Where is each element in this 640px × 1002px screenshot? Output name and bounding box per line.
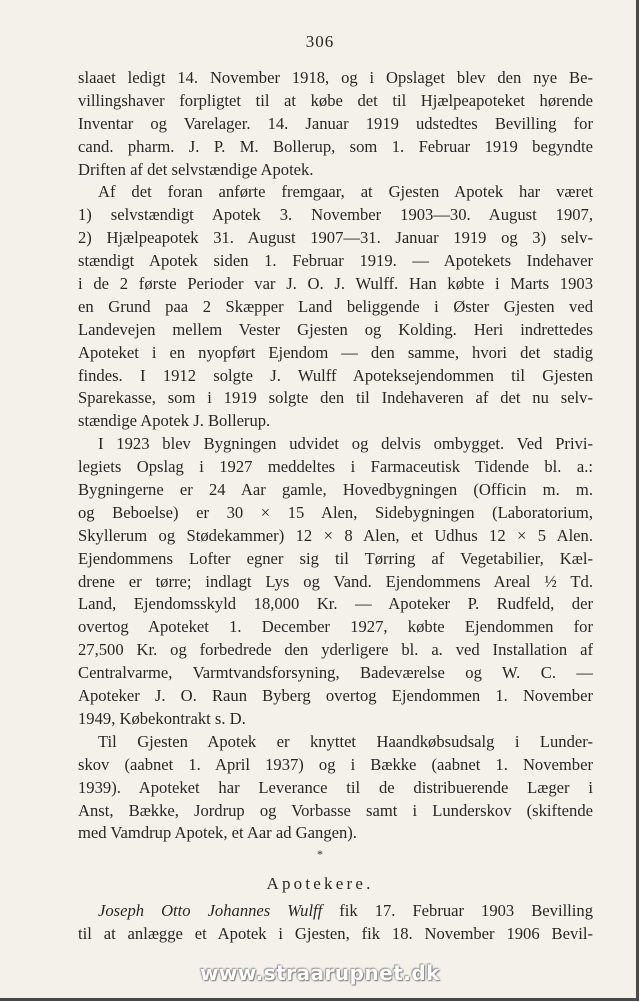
text-line: og Beboelse) er 30 × 15 Alen, Sidebygningen (Laboratorium, [78, 502, 593, 522]
text-line: med Vamdrup Apotek, et Aar ad Gangen). [78, 823, 357, 843]
text-line: Driften af det selvstændige Apotek. [78, 159, 314, 179]
text-line: skov (aabnet 1. April 1937) og i Bække (aabnet 1. November [78, 754, 593, 774]
text-line: Bygningerne er 24 Aar gamle, Hovedbygningen (Officin m. m. [78, 480, 593, 500]
text-line: Sparekasse, som i 1919 solgte den til Indehaveren af det nu selv- [78, 388, 593, 408]
text-line: Apoteker J. O. Raun Byberg overtog Ejendommen 1. November [78, 686, 593, 706]
text-line: 1939). Apoteket har Leverance til de distribuerende Læger i [78, 777, 593, 797]
text-line: 1949, Købekontrakt s. D. [78, 708, 246, 728]
text-line: Ejendommens Lofter egner sig til Tørring af Vegetabilier, Kæl- [78, 548, 593, 568]
text-line: I 1923 blev Bygningen udvidet og delvis ombygget. Ved Privi- [98, 434, 593, 454]
body-text [78, 67, 593, 845]
text-line: Anst, Bække, Jordrup og Vorbasse samt i Lunderskov (skiftende [78, 800, 593, 820]
watermark: www.straarupnet.dk [199, 961, 441, 985]
text-line: Apoteket i en nyopført Ejendom — den samme, hvori det stadig [78, 342, 593, 362]
text-line: Land, Ejendomsskyld 18,000 Kr. — Apoteker P. Rudfeld, der [78, 594, 593, 614]
text-line: Skyllerum og Stødekammer) 12 × 8 Alen, et Udhus 12 × 5 Alen. [78, 525, 593, 545]
paragraph [78, 731, 593, 845]
paragraph [78, 181, 593, 433]
section-separator: * [317, 847, 323, 861]
text-line: 27,500 Kr. og forbedrede den yderligere bl. a. ved Installation af [78, 640, 593, 660]
text-line: legiets Opslag i 1927 meddeltes i Farmaceutisk Tidende bl. a.: [78, 457, 593, 477]
text-line: slaaet ledigt 14. November 1918, og i Opslaget blev den nye Be- [78, 68, 593, 87]
tail-line-2: til at anlægge et Apotek i Gjesten, fik 18. November 1906 Bevil- [78, 923, 593, 943]
text-line: villingshaver forpligtet til at købe det til Hjælpeapoteket hørende [78, 90, 593, 110]
text-line: 2) Hjælpeapotek 31. August 1907—31. Januar 1919 og 3) selv- [78, 228, 593, 248]
text-line: en Grund paa 2 Skæpper Land beliggende i Øster Gjesten ved [78, 296, 593, 316]
text-line: stændigt Apotek siden 1. Februar 1919. — Apotekets Indehaver [78, 251, 593, 271]
text-line: i de 2 første Perioder var J. O. J. Wulff. Han købte i Marts 1903 [78, 274, 593, 294]
tail-text [78, 900, 593, 946]
text-line: cand. pharm. J. P. M. Bollerup, som 1. Februar 1919 begyndte [78, 136, 593, 156]
text-line: 1) selvstændigt Apotek 3. November 1903—30. August 1907, [78, 205, 593, 225]
tail-line-1 [78, 900, 593, 923]
text-line: Landevejen mellem Vester Gjesten og Kolding. Heri indrettedes [78, 319, 593, 339]
text-line: overtog Apoteket 1. December 1927, købte Ejendommen for [78, 617, 593, 637]
text-line: Centralvarme, Varmtvandsforsyning, Badeværelse og W. C. — [78, 663, 593, 683]
text-line: drene er tørre; indlagt Lys og Vand. Ejendommens Areal ½ Td. [78, 571, 593, 591]
tail-line-1-rest: fik 17. Februar 1903 Bevilling [322, 901, 593, 920]
text-line: Af det foran anførte fremgaar, at Gjesten Apotek har været [98, 182, 593, 202]
pharmacist-name: Joseph Otto Johannes Wulff [98, 901, 323, 920]
text-line: Inventar og Varelager. 14. Januar 1919 udstedtes Bevilling for [78, 113, 593, 133]
paragraph [78, 67, 593, 181]
page-number: 306 [305, 32, 335, 51]
text-line: stændige Apotek J. Bollerup. [78, 411, 271, 431]
text-line: findes. I 1912 solgte J. Wulff Apoteksejendommen til Gjesten [78, 365, 593, 385]
section-heading: Apotekere. [266, 874, 374, 893]
text-line: Til Gjesten Apotek er knyttet Haandkøbsudsalg i Lunder- [98, 731, 593, 751]
paragraph [78, 433, 593, 731]
